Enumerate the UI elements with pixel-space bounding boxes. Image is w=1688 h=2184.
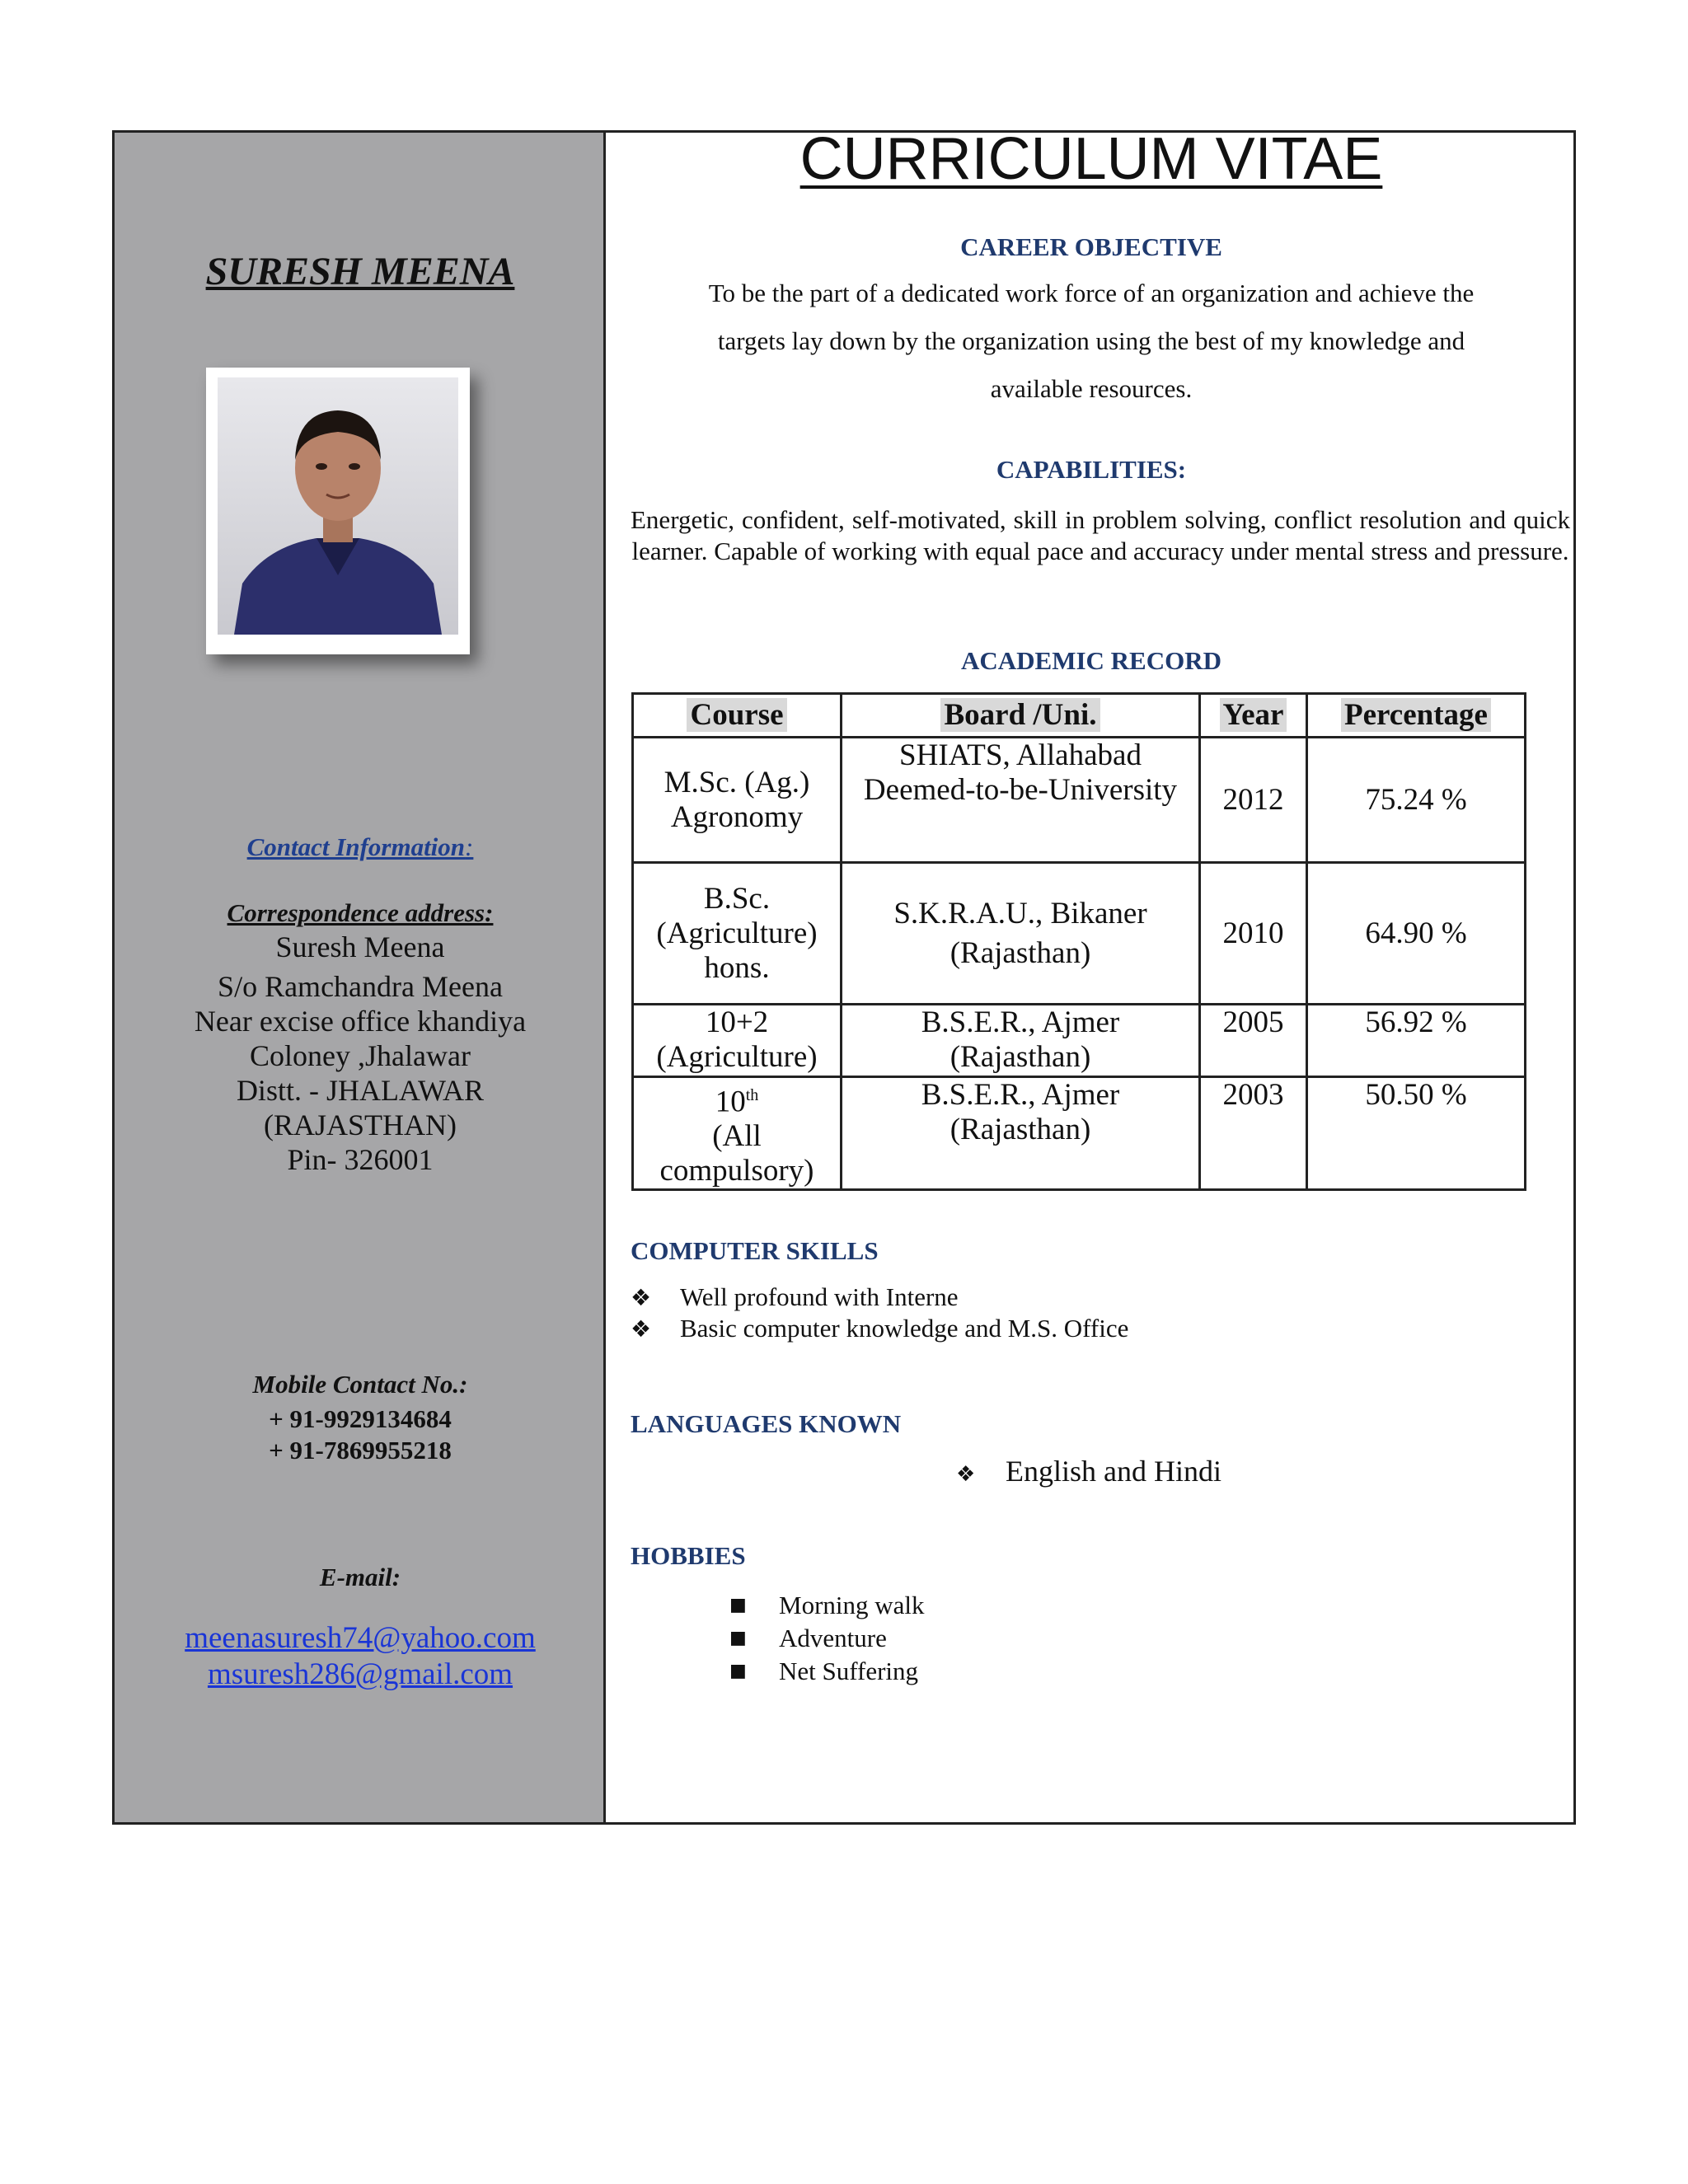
percentage-cell: 56.92 %	[1307, 1005, 1526, 1077]
mobile-heading: Mobile Contact No.:	[252, 1370, 468, 1399]
year-cell: 2012	[1200, 738, 1307, 863]
profile-photo	[206, 368, 470, 654]
bullet-icon: ❖	[631, 1315, 652, 1343]
computer-skills-heading: COMPUTER SKILLS	[631, 1236, 879, 1265]
percentage-cell: 64.90 %	[1307, 863, 1526, 1005]
bullet-icon: ■	[729, 1661, 747, 1681]
table-row	[633, 1005, 1526, 1077]
table-header-row	[633, 694, 1526, 738]
address-line: Distt. - JHALAWAR	[236, 1074, 485, 1107]
career-objective-line: available resources.	[990, 374, 1193, 403]
academic-record-table	[631, 692, 1526, 1191]
board-cell: S.K.R.A.U., Bikaner (Rajasthan)	[842, 863, 1200, 1005]
year-cell: 2003	[1200, 1077, 1307, 1190]
percentage-cell: 75.24 %	[1307, 738, 1526, 863]
address-line: Pin- 326001	[287, 1143, 434, 1176]
course-cell: B.Sc. (Agriculture) hons.	[633, 863, 842, 1005]
career-objective-line: To be the part of a dedicated work force of an organization and achieve the	[708, 279, 1475, 307]
list-item: ❖ English and Hindi	[956, 1455, 1221, 1488]
year-cell: 2005	[1200, 1005, 1307, 1077]
percentage-cell: 50.50 %	[1307, 1077, 1526, 1190]
table-row	[633, 863, 1526, 1005]
contact-information-heading: Contact Information:	[246, 832, 474, 861]
board-cell: SHIATS, Allahabad Deemed-to-be-University	[842, 738, 1200, 863]
career-objective-line: targets lay down by the organization using the best of my knowledge and	[717, 326, 1465, 355]
mobile-number: + 91-7869955218	[269, 1436, 452, 1465]
hobbies-heading: HOBBIES	[631, 1541, 746, 1570]
table-row	[633, 1077, 1526, 1190]
board-cell: B.S.E.R., Ajmer (Rajasthan)	[842, 1077, 1200, 1190]
mobile-number: + 91-9929134684	[269, 1404, 452, 1433]
list-item: ■ Morning walk	[729, 1591, 925, 1619]
email-link-yahoo[interactable]: meenasuresh74@yahoo.com	[185, 1621, 536, 1655]
column-header-board: Board /Uni.	[842, 694, 1200, 738]
column-header-percentage: Percentage	[1307, 694, 1526, 738]
bullet-icon: ■	[729, 1595, 747, 1615]
list-item: ❖ Well profound with Interne	[631, 1282, 959, 1311]
course-cell: 10+2 (Agriculture)	[633, 1005, 842, 1077]
year-cell: 2010	[1200, 863, 1307, 1005]
correspondence-heading: Correspondence address:	[227, 898, 494, 927]
bullet-icon: ❖	[956, 1462, 976, 1487]
bullet-icon: ■	[729, 1628, 747, 1648]
page-title: CURRICULUM VITAE	[799, 126, 1383, 192]
column-header-year: Year	[1200, 694, 1307, 738]
column-header-course: Course	[633, 694, 842, 738]
address-line: Suresh Meena	[275, 930, 445, 963]
address-line: (RAJASTHAN)	[264, 1108, 457, 1141]
email-heading: E-mail:	[319, 1563, 401, 1591]
languages-heading: LANGUAGES KNOWN	[631, 1409, 902, 1438]
academic-record-heading: ACADEMIC RECORD	[960, 646, 1222, 675]
list-item: ❖ Basic computer knowledge and M.S. Office	[631, 1314, 1129, 1343]
table-row	[633, 738, 1526, 863]
list-item: ■ Net Suffering	[729, 1657, 919, 1685]
avatar	[218, 377, 458, 635]
list-item: ■ Adventure	[729, 1624, 887, 1652]
bullet-icon: ❖	[631, 1284, 652, 1311]
address-line: S/o Ramchandra Meena	[218, 970, 503, 1003]
board-cell: B.S.E.R., Ajmer (Rajasthan)	[842, 1005, 1200, 1077]
email-link-gmail[interactable]: msuresh286@gmail.com	[207, 1657, 513, 1691]
course-cell: 10th (All compulsory)	[633, 1077, 842, 1190]
capabilities-heading: CAPABILITIES:	[996, 455, 1187, 484]
address-line: Near excise office khandiya	[194, 1005, 527, 1038]
course-cell: M.Sc. (Ag.) Agronomy	[633, 738, 842, 863]
candidate-name: SURESH MEENA	[205, 250, 515, 293]
address-line: Coloney ,Jhalawar	[250, 1039, 471, 1072]
career-objective-heading: CAREER OBJECTIVE	[960, 232, 1222, 261]
capabilities-text: Energetic, confident, self-motivated, skill in problem solving, conflict resolution and quick learner. Capable of working with equal pace and accuracy under mental stress and pressure.	[631, 505, 1570, 565]
